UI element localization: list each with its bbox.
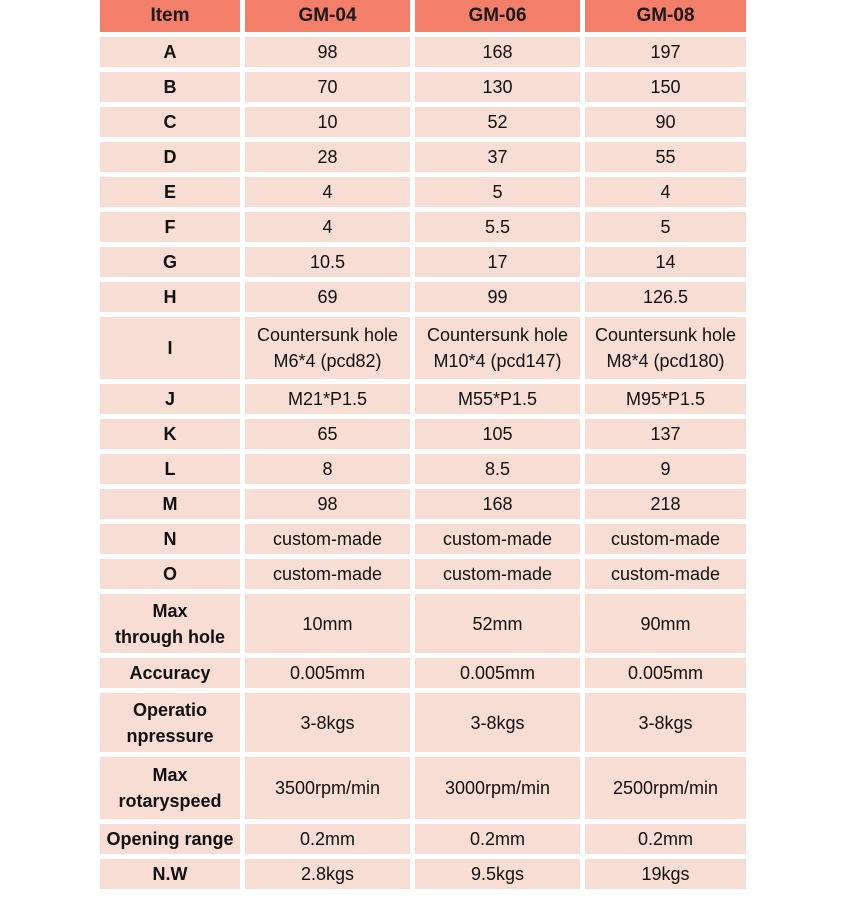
table-row	[100, 212, 746, 247]
gm06-cell: 105	[415, 419, 585, 454]
row-item-cell: B	[100, 72, 245, 107]
table-row	[100, 489, 746, 524]
table-row	[100, 824, 746, 859]
table-body	[100, 37, 746, 894]
row-item-cell: K	[100, 419, 245, 454]
gm08-cell: 4	[585, 177, 746, 212]
header-gm08: GM-08	[585, 0, 746, 37]
gm06-cell: 52	[415, 107, 585, 142]
gm06-cell: 17	[415, 247, 585, 282]
gm06-cell: M55*P1.5	[415, 384, 585, 419]
row-item-cell: G	[100, 247, 245, 282]
gm06-cell: 99	[415, 282, 585, 317]
gm06-cell: 3000rpm/min	[415, 757, 585, 824]
gm04-cell: 0.2mm	[245, 824, 415, 859]
gm08-cell: 218	[585, 489, 746, 524]
gm08-cell: 0.2mm	[585, 824, 746, 859]
gm08-cell: 14	[585, 247, 746, 282]
row-item-cell: J	[100, 384, 245, 419]
gm08-cell: 197	[585, 37, 746, 72]
table-row	[100, 757, 746, 824]
gm04-cell: 3500rpm/min	[245, 757, 415, 824]
gm04-cell: 10.5	[245, 247, 415, 282]
table-row	[100, 859, 746, 894]
gm08-cell: 3-8kgs	[585, 693, 746, 757]
gm06-cell: custom-made	[415, 559, 585, 594]
row-item-cell: H	[100, 282, 245, 317]
row-item-cell: F	[100, 212, 245, 247]
gm04-cell: 70	[245, 72, 415, 107]
gm08-cell: 90	[585, 107, 746, 142]
row-item-cell: M	[100, 489, 245, 524]
gm06-cell: 5.5	[415, 212, 585, 247]
row-item-cell: N	[100, 524, 245, 559]
gm06-cell: 3-8kgs	[415, 693, 585, 757]
gm04-cell: custom-made	[245, 559, 415, 594]
gm08-cell: 9	[585, 454, 746, 489]
row-item-cell: C	[100, 107, 245, 142]
gm08-cell: 19kgs	[585, 859, 746, 894]
table-row	[100, 247, 746, 282]
row-item-cell: L	[100, 454, 245, 489]
gm08-cell: 150	[585, 72, 746, 107]
gm06-cell: 0.2mm	[415, 824, 585, 859]
gm04-cell: custom-made	[245, 524, 415, 559]
table-row	[100, 454, 746, 489]
gm08-cell: 90mm	[585, 594, 746, 658]
gm06-cell: 52mm	[415, 594, 585, 658]
gm06-cell: 0.005mm	[415, 658, 585, 693]
row-item-cell: Operatio npressure	[100, 693, 245, 757]
gm06-cell: 8.5	[415, 454, 585, 489]
row-item-cell: Opening range	[100, 824, 245, 859]
table-header-row	[100, 0, 746, 37]
gm06-cell: 5	[415, 177, 585, 212]
gm08-cell: 0.005mm	[585, 658, 746, 693]
gm04-cell: 28	[245, 142, 415, 177]
gm04-cell: 0.005mm	[245, 658, 415, 693]
gm08-cell: 2500rpm/min	[585, 757, 746, 824]
gm04-cell: 69	[245, 282, 415, 317]
gm08-cell: Countersunk hole M8*4 (pcd180)	[585, 317, 746, 384]
table-row	[100, 72, 746, 107]
gm08-cell: M95*P1.5	[585, 384, 746, 419]
gm04-cell: 10mm	[245, 594, 415, 658]
table-row	[100, 419, 746, 454]
row-item-cell: Max through hole	[100, 594, 245, 658]
table-row	[100, 317, 746, 384]
gm06-cell: 9.5kgs	[415, 859, 585, 894]
table-row	[100, 177, 746, 212]
gm04-cell: M21*P1.5	[245, 384, 415, 419]
gm08-cell: 55	[585, 142, 746, 177]
row-item-cell: I	[100, 317, 245, 384]
gm04-cell: Countersunk hole M6*4 (pcd82)	[245, 317, 415, 384]
gm06-cell: 37	[415, 142, 585, 177]
header-gm04: GM-04	[245, 0, 415, 37]
table-row	[100, 142, 746, 177]
row-item-cell: O	[100, 559, 245, 594]
gm04-cell: 4	[245, 212, 415, 247]
gm06-cell: 168	[415, 489, 585, 524]
header-item: Item	[100, 0, 245, 37]
table-row	[100, 107, 746, 142]
gm08-cell: custom-made	[585, 524, 746, 559]
gm04-cell: 3-8kgs	[245, 693, 415, 757]
gm04-cell: 2.8kgs	[245, 859, 415, 894]
gm04-cell: 8	[245, 454, 415, 489]
gm08-cell: 126.5	[585, 282, 746, 317]
gm04-cell: 98	[245, 489, 415, 524]
spec-table	[100, 0, 746, 894]
gm08-cell: 5	[585, 212, 746, 247]
row-item-cell: D	[100, 142, 245, 177]
gm08-cell: 137	[585, 419, 746, 454]
gm06-cell: 130	[415, 72, 585, 107]
table-row	[100, 559, 746, 594]
table-row	[100, 594, 746, 658]
gm04-cell: 98	[245, 37, 415, 72]
table-row	[100, 282, 746, 317]
table-row	[100, 658, 746, 693]
gm04-cell: 65	[245, 419, 415, 454]
table-row	[100, 384, 746, 419]
row-item-cell: N.W	[100, 859, 245, 894]
table-row	[100, 37, 746, 72]
gm06-cell: Countersunk hole M10*4 (pcd147)	[415, 317, 585, 384]
gm04-cell: 4	[245, 177, 415, 212]
row-item-cell: Max rotaryspeed	[100, 757, 245, 824]
row-item-cell: A	[100, 37, 245, 72]
gm06-cell: 168	[415, 37, 585, 72]
row-item-cell: E	[100, 177, 245, 212]
gm06-cell: custom-made	[415, 524, 585, 559]
table-row	[100, 524, 746, 559]
gm04-cell: 10	[245, 107, 415, 142]
header-gm06: GM-06	[415, 0, 585, 37]
table-row	[100, 693, 746, 757]
gm08-cell: custom-made	[585, 559, 746, 594]
row-item-cell: Accuracy	[100, 658, 245, 693]
